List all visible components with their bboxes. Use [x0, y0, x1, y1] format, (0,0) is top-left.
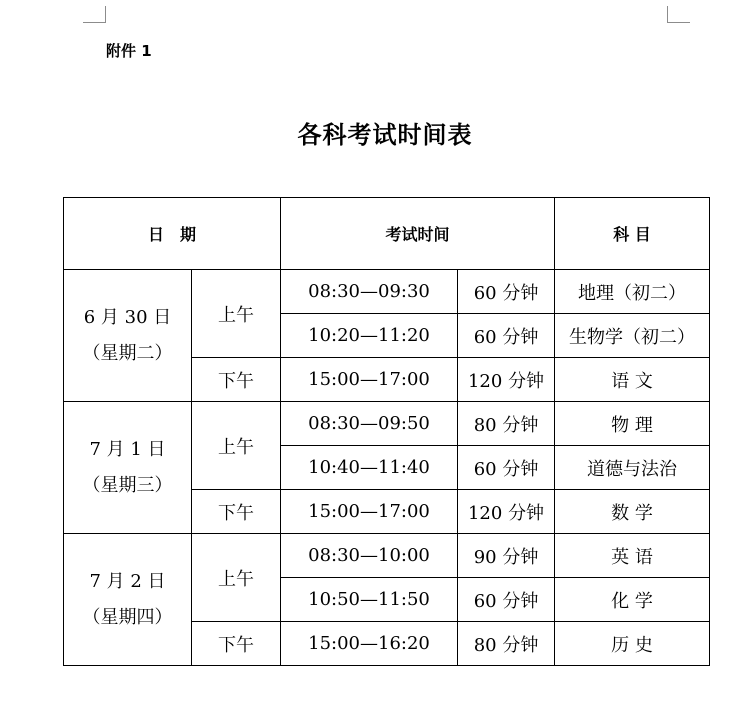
table-row	[64, 534, 710, 578]
subject-cell: 物 理	[555, 402, 710, 446]
page-title: 各科考试时间表	[297, 121, 473, 149]
duration-cell: 60 分钟	[458, 446, 555, 490]
time-cell: 08:30—09:30	[281, 270, 458, 314]
pm-label: 下午	[192, 358, 281, 402]
subject-cell: 语 文	[555, 358, 710, 402]
duration-cell: 120 分钟	[458, 490, 555, 534]
subject-cell: 历 史	[555, 622, 710, 666]
weekday-text: （星期三）	[82, 474, 173, 496]
table-header-row	[64, 198, 710, 270]
date-cell	[64, 402, 192, 534]
duration-cell: 90 分钟	[458, 534, 555, 578]
duration-cell: 120 分钟	[458, 358, 555, 402]
attachment-label: 附件 1	[106, 42, 152, 60]
table-row	[64, 402, 710, 446]
subject-cell: 数 学	[555, 490, 710, 534]
date-cell	[64, 270, 192, 402]
page-corner-mark-right	[667, 6, 690, 23]
time-cell: 15:00—17:00	[281, 358, 458, 402]
time-cell: 15:00—17:00	[281, 490, 458, 534]
subject-cell: 英 语	[555, 534, 710, 578]
am-label: 上午	[192, 270, 281, 358]
time-cell: 10:50—11:50	[281, 578, 458, 622]
pm-label: 下午	[192, 622, 281, 666]
date-text: 6 月 30 日	[83, 306, 172, 328]
header-subject: 科 目	[555, 198, 710, 270]
am-label: 上午	[192, 402, 281, 490]
duration-cell: 60 分钟	[458, 578, 555, 622]
duration-cell: 80 分钟	[458, 402, 555, 446]
date-text: 7 月 1 日	[89, 438, 166, 460]
header-exam-time: 考试时间	[281, 198, 555, 270]
pm-label: 下午	[192, 490, 281, 534]
subject-cell: 生物学（初二）	[555, 314, 710, 358]
exam-schedule-table	[63, 197, 710, 666]
subject-cell: 道德与法治	[555, 446, 710, 490]
am-label: 上午	[192, 534, 281, 622]
time-cell: 08:30—09:50	[281, 402, 458, 446]
time-cell: 08:30—10:00	[281, 534, 458, 578]
duration-cell: 60 分钟	[458, 270, 555, 314]
date-cell	[64, 534, 192, 666]
duration-cell: 60 分钟	[458, 314, 555, 358]
duration-cell: 80 分钟	[458, 622, 555, 666]
table-row	[64, 270, 710, 314]
time-cell: 15:00—16:20	[281, 622, 458, 666]
header-date: 日 期	[64, 198, 281, 270]
date-text: 7 月 2 日	[89, 570, 166, 592]
weekday-text: （星期四）	[82, 606, 173, 628]
weekday-text: （星期二）	[82, 342, 173, 364]
page-corner-mark-left	[83, 6, 106, 23]
time-cell: 10:20—11:20	[281, 314, 458, 358]
subject-cell: 地理（初二）	[555, 270, 710, 314]
time-cell: 10:40—11:40	[281, 446, 458, 490]
subject-cell: 化 学	[555, 578, 710, 622]
